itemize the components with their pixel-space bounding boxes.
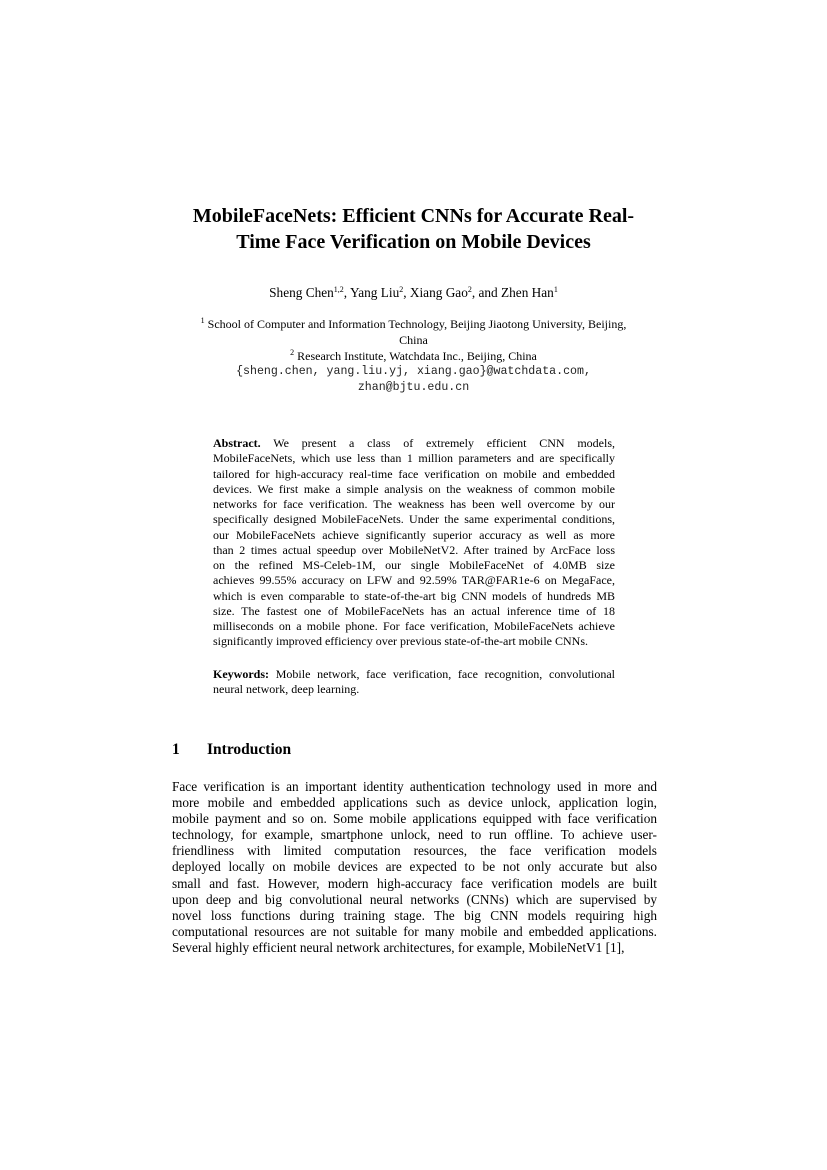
body-line: technology, for example, smartphone unlock, need to run offline. To achieve user-: [172, 827, 657, 843]
body-line: upon deep and big convolutional neural networks (CNNs) which are supervised by: [172, 891, 657, 907]
abstract-line: tailored for high-accuracy real-time face verification on mobile and embedded: [213, 466, 615, 481]
abstract-line: specifically designed MobileFaceNets. Under the same experimental conditions,: [213, 512, 615, 527]
author-affil-mark: 2: [467, 285, 472, 294]
affil-text: Research Institute, Watchdata Inc., Beijing, China: [297, 349, 537, 363]
abstract-text: We present a class of extremely efficient CNN models,: [273, 436, 615, 450]
title-line: MobileFaceNets: Efficient CNNs for Accurate Real-: [192, 205, 635, 227]
section-number: 1: [172, 741, 180, 758]
separator: ,: [403, 285, 410, 300]
keywords-text: Mobile network, face verification, face recognition, convolutional: [275, 667, 615, 681]
abstract-line: achieves 99.55% accuracy on LFW and 92.59% TAR@FAR1e-6 on MegaFace,: [213, 573, 615, 588]
affiliation: [0, 348, 827, 364]
abstract: [213, 436, 615, 650]
body-line: deployed locally on mobile devices are expected to be not only accurate but also: [172, 859, 657, 875]
body-line: Face verification is an important identity authentication technology used in more and: [172, 779, 657, 794]
body-line: computational resources are not suitable for many mobile and embedded applications.: [172, 923, 657, 939]
body-line: mobile payment and so on. Some mobile applications equipped with face verification: [172, 811, 657, 827]
author-name: Yang Liu: [349, 285, 400, 300]
abstract-line: devices. We first make a simple analysis on the weakness of common mobile: [213, 481, 615, 496]
body-line: friendliness with limited computation resources, the face verification models: [172, 843, 657, 859]
abstract-line: milliseconds on a mobile phone. For face verification, MobileFaceNets achieve: [213, 619, 615, 633]
author-affil-mark: 1: [553, 285, 558, 294]
email-line: zhan@bjtu.edu.cn: [357, 381, 470, 394]
separator: , and: [471, 285, 502, 300]
keywords-line: neural network, deep learning.: [213, 682, 360, 697]
affil-text: School of Computer and Information Technology, Beijing Jiaotong University, Beijing,: [207, 317, 627, 331]
abstract-line: than 2 times actual speedup over MobileNetV2. After trained by ArcFace loss: [213, 542, 615, 557]
paper-title: [0, 203, 827, 255]
section-title: Introduction: [207, 741, 292, 758]
body-line: Several highly efficient neural network architectures, for example, MobileNetV1 [1],: [172, 939, 625, 955]
body-line: small and fast. However, modern high-accuracy face verification models are built: [172, 875, 657, 891]
abstract-line: networks for face verification. The weakness has been well overcome by our: [213, 497, 615, 511]
author-list: [0, 285, 827, 301]
affil-mark: 1: [200, 316, 205, 325]
keywords-label: Keywords:: [213, 667, 269, 681]
title-line: Time Face Verification on Mobile Devices: [236, 231, 591, 253]
affiliation: [0, 316, 827, 332]
body-line: more mobile and embedded applications such as device unlock, application login,: [172, 795, 657, 811]
abstract-line: size. The fastest one of MobileFaceNets has an actual inference time of 18: [213, 603, 615, 618]
author-affil-mark: 1,2: [333, 285, 344, 294]
author-name: Sheng Chen: [269, 285, 334, 300]
affil-mark: 2: [290, 348, 295, 357]
abstract-line: which is even comparable to state-of-the-art big CNN models of hundreds MB: [213, 588, 615, 603]
author-name: Zhen Han: [501, 285, 554, 300]
abstract-line: on the refined MS-Celeb-1M, our single MobileFaceNet of 4.0MB size: [213, 558, 615, 572]
keywords-line: [213, 667, 615, 682]
affiliations: [0, 316, 827, 396]
introduction-body: [172, 779, 657, 956]
email-line: {sheng.chen, yang.liu.yj, xiang.gao}@watchdata.com,: [236, 365, 591, 378]
abstract-line: MobileFaceNets, which use less than 1 million parameters and are specifically: [213, 451, 615, 466]
affil-text: China: [399, 333, 428, 347]
keywords: [213, 667, 615, 698]
author-name: Xiang Gao: [409, 285, 468, 300]
abstract-line: our MobileFaceNets achieve significantly superior accuracy as well as more: [213, 527, 615, 542]
body-line: novel loss functions during training stage. The big CNN models requiring high: [172, 907, 657, 923]
separator: ,: [343, 285, 350, 300]
author-affil-mark: 2: [399, 285, 404, 294]
abstract-label: Abstract.: [213, 436, 261, 450]
abstract-line: significantly improved efficiency over previous state-of-the-art mobile CNNs.: [213, 634, 588, 649]
abstract-line: [213, 436, 615, 451]
section-heading: [172, 740, 291, 760]
